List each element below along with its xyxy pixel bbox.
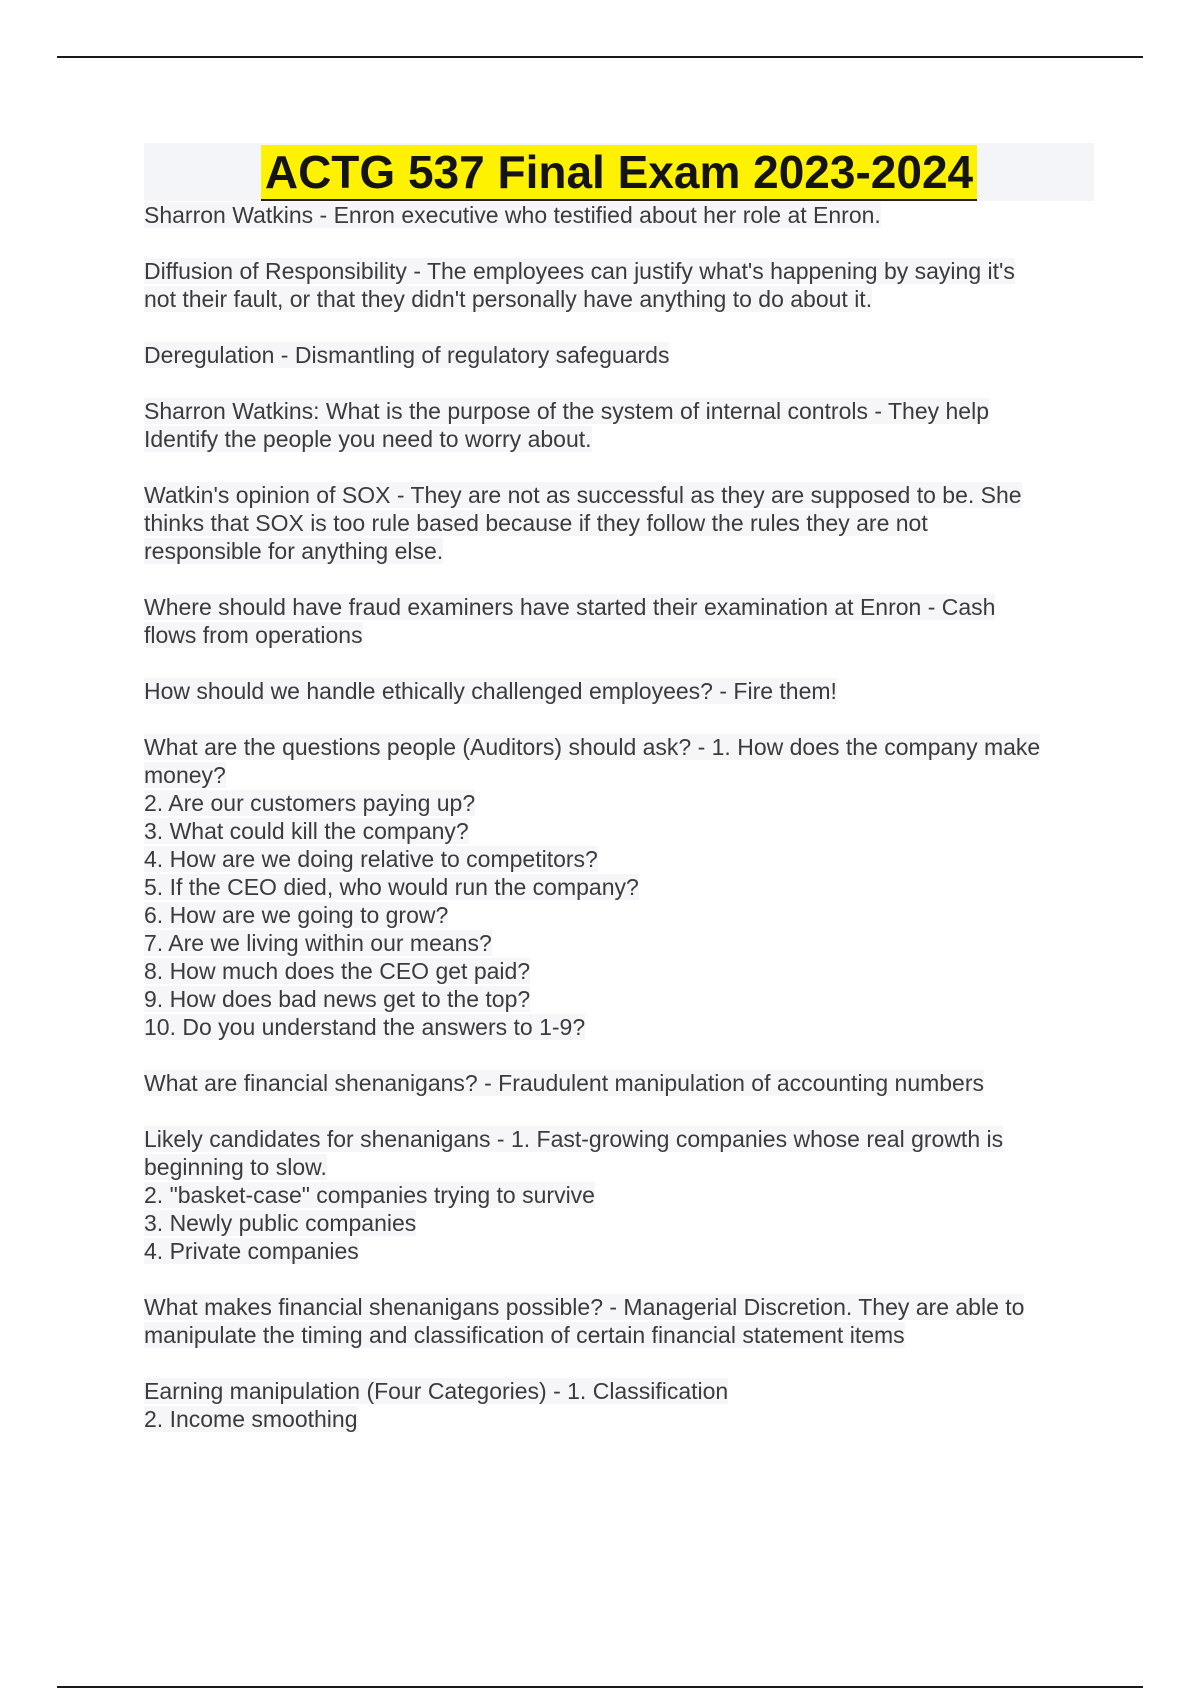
entry-line xyxy=(144,677,1094,705)
top-rule xyxy=(57,56,1143,58)
entry-text: 6. How are we going to grow? xyxy=(144,902,449,928)
entry-text: 2. "basket-case" companies trying to survive xyxy=(144,1182,595,1208)
entry-line xyxy=(144,761,1094,789)
entry-line xyxy=(144,1237,1094,1265)
qa-entry xyxy=(144,733,1094,1041)
qa-entry xyxy=(144,201,1094,229)
entry-line xyxy=(144,1405,1094,1433)
entry-line xyxy=(144,593,1094,621)
entry-line xyxy=(144,789,1094,817)
entry-line xyxy=(144,901,1094,929)
qa-entry xyxy=(144,1125,1094,1265)
entry-line xyxy=(144,509,1094,537)
entry-text: Likely candidates for shenanigans - 1. Fast-growing companies whose real growth is xyxy=(144,1126,1004,1152)
entry-text: Identify the people you need to worry about. xyxy=(144,426,592,452)
entry-text: 2. Are our customers paying up? xyxy=(144,790,476,816)
entry-line xyxy=(144,1321,1094,1349)
entry-line xyxy=(144,957,1094,985)
qa-entry xyxy=(144,1377,1094,1433)
entry-text: Sharron Watkins: What is the purpose of the system of internal controls - They help xyxy=(144,398,990,424)
entry-text: 4. How are we doing relative to competitors? xyxy=(144,846,598,872)
entry-line xyxy=(144,621,1094,649)
entry-text: beginning to slow. xyxy=(144,1154,327,1180)
entry-line xyxy=(144,537,1094,565)
entry-text: thinks that SOX is too rule based because if they follow the rules they are not xyxy=(144,510,928,536)
entry-line xyxy=(144,1293,1094,1321)
entry-text: manipulate the timing and classification of certain financial statement items xyxy=(144,1322,905,1348)
entry-text: What are the questions people (Auditors) should ask? - 1. How does the company make xyxy=(144,734,1041,760)
entry-text: Diffusion of Responsibility - The employees can justify what's happening by saying it's xyxy=(144,258,1015,284)
entry-text: 8. How much does the CEO get paid? xyxy=(144,958,531,984)
entry-text: 4. Private companies xyxy=(144,1238,359,1264)
entry-text: Where should have fraud examiners have started their examination at Enron - Cash xyxy=(144,594,996,620)
entry-line xyxy=(144,1069,1094,1097)
title-band xyxy=(144,143,1094,201)
qa-entry xyxy=(144,257,1094,313)
entry-text: flows from operations xyxy=(144,622,363,648)
entry-line xyxy=(144,929,1094,957)
bottom-rule xyxy=(57,1686,1143,1688)
entry-line xyxy=(144,481,1094,509)
entry-text: Watkin's opinion of SOX - They are not as successful as they are supposed to be. She xyxy=(144,482,1022,508)
entry-text: How should we handle ethically challenged employees? - Fire them! xyxy=(144,678,837,704)
entry-text: 2. Income smoothing xyxy=(144,1406,358,1432)
entry-line xyxy=(144,817,1094,845)
qa-entry xyxy=(144,677,1094,705)
entry-line xyxy=(144,1125,1094,1153)
entries-list xyxy=(144,201,1094,1433)
entry-line xyxy=(144,733,1094,761)
entry-line xyxy=(144,985,1094,1013)
entry-text: What makes financial shenanigans possible? - Managerial Discretion. They are able to xyxy=(144,1294,1025,1320)
qa-entry xyxy=(144,1293,1094,1349)
entry-text: responsible for anything else. xyxy=(144,538,444,564)
entry-text: What are financial shenanigans? - Fraudulent manipulation of accounting numbers xyxy=(144,1070,985,1096)
entry-text: 7. Are we living within our means? xyxy=(144,930,492,956)
qa-entry xyxy=(144,481,1094,565)
entry-line xyxy=(144,425,1094,453)
entry-text: Earning manipulation (Four Categories) - 1. Classification xyxy=(144,1378,729,1404)
entry-line xyxy=(144,1153,1094,1181)
entry-text: 3. Newly public companies xyxy=(144,1210,417,1236)
entry-line xyxy=(144,285,1094,313)
entry-text: 3. What could kill the company? xyxy=(144,818,469,844)
entry-text: 9. How does bad news get to the top? xyxy=(144,986,531,1012)
qa-entry xyxy=(144,341,1094,369)
entry-text: 5. If the CEO died, who would run the company? xyxy=(144,874,639,900)
entry-line xyxy=(144,257,1094,285)
document-body xyxy=(144,143,1094,1461)
entry-line xyxy=(144,845,1094,873)
page-title: ACTG 537 Final Exam 2023-2024 xyxy=(261,145,977,201)
entry-text: 10. Do you understand the answers to 1-9? xyxy=(144,1014,586,1040)
entry-text: money? xyxy=(144,762,226,788)
entry-line xyxy=(144,341,1094,369)
entry-line xyxy=(144,1181,1094,1209)
qa-entry xyxy=(144,397,1094,453)
entry-line xyxy=(144,201,1094,229)
entry-line xyxy=(144,1013,1094,1041)
entry-line xyxy=(144,873,1094,901)
entry-line xyxy=(144,1377,1094,1405)
qa-entry xyxy=(144,1069,1094,1097)
qa-entry xyxy=(144,593,1094,649)
entry-text: not their fault, or that they didn't personally have anything to do about it. xyxy=(144,286,873,312)
entry-line xyxy=(144,1209,1094,1237)
entry-text: Deregulation - Dismantling of regulatory safeguards xyxy=(144,342,670,368)
entry-line xyxy=(144,397,1094,425)
entry-text: Sharron Watkins - Enron executive who testified about her role at Enron. xyxy=(144,202,881,228)
